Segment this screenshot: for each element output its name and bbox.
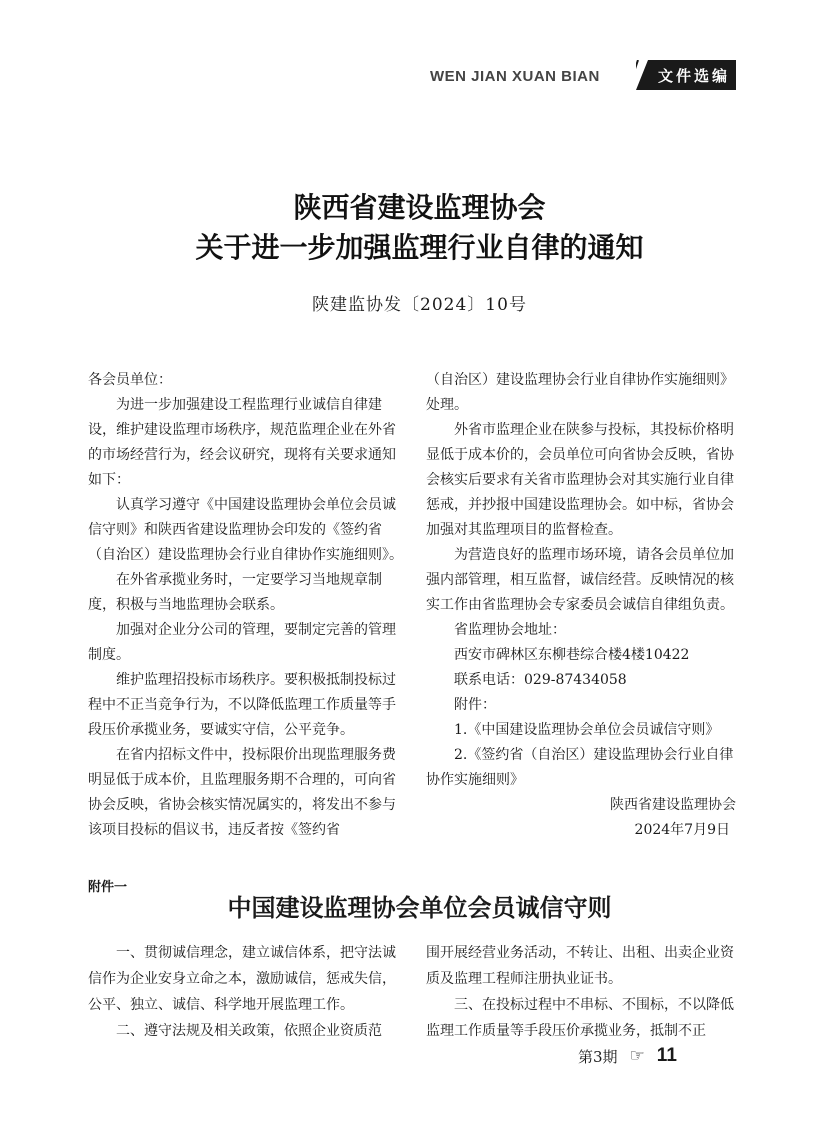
paragraph: 在省内招标文件中，投标限价出现监理服务费明显低于成本价，且监理服务期不合理的，可向省协会反映，省协会核实情况属实的，将发出不参与该项目投标的倡议书，违反者按《签约省 (88, 747, 396, 838)
annex-left-column (88, 940, 406, 1044)
right-column (426, 368, 744, 843)
attachment-item: 2.《签约省（自治区）建设监理协会行业自律协作实施细则》 (426, 747, 734, 788)
paragraph: 三、在投标过程中不串标、不围标，不以降低监理工作质量等手段压价承揽业务，抵制不正 (426, 997, 734, 1039)
address-label: 省监理协会地址： (454, 622, 566, 638)
section-header-roman: WEN JIAN XUAN BIAN (430, 68, 600, 85)
paragraph: 二、遵守法规及相关政策，依照企业资质范 (116, 1023, 382, 1039)
phone: 联系电话：029-87434058 (454, 672, 627, 688)
page-number: 11 (656, 1045, 677, 1066)
attachment-item: 1.《中国建设监理协会单位会员诚信守则》 (454, 722, 720, 738)
pointing-hand-icon: ☞ (629, 1046, 645, 1066)
paragraph: 围开展经营业务活动，不转让、出租、出卖企业资质及监理工程师注册执业证书。 (426, 945, 734, 987)
address: 西安市碑林区东柳巷综合楼4楼10422 (454, 647, 690, 663)
page-title-line2: 关于进一步加强监理行业自律的通知 (195, 231, 644, 264)
annex-right-column (426, 940, 744, 1044)
paragraph: 认真学习遵守《中国建设监理协会单位会员诚信守则》和陕西省建设监理协会印发的《签约省（自治区）建设监理协会行业自律协作实施细则》。 (88, 497, 403, 563)
salutation: 各会员单位： (88, 372, 172, 388)
section-header-tab (636, 60, 736, 90)
issue-label: 第3期 (578, 1047, 618, 1066)
left-column (88, 368, 406, 843)
header-tab-label: 文件选编 (658, 67, 731, 85)
attachments-label: 附件： (454, 697, 496, 713)
signature-date: 2024年7月9日 (634, 822, 730, 838)
page-title-line1: 陕西省建设监理协会 (293, 191, 546, 224)
paragraph: 加强对企业分公司的管理，要制定完善的管理制度。 (88, 622, 396, 663)
annex-title: 中国建设监理协会单位会员诚信守则 (227, 894, 612, 922)
page-footer (578, 1045, 677, 1067)
paragraph: 为进一步加强建设工程监理行业诚信自律建设，维护建设监理市场秩序，规范监理企业在外省的市场经营行为，经会议研究，现将有关要求通知如下： (88, 397, 396, 488)
paragraph: 在外省承揽业务时，一定要学习当地规章制度，积极与当地监理协会联系。 (88, 572, 382, 613)
document-number: 陕建监协发〔2024〕10号 (312, 295, 527, 315)
paragraph: 一、贯彻诚信理念，建立诚信体系，把守法诚信作为企业安身立命之本，激励诚信，惩戒失信，公平、独立、诚信、科学地开展监理工作。 (88, 945, 396, 1013)
paragraph: 维护监理招投标市场秩序。要积极抵制投标过程中不正当竞争行为，不以降低监理工作质量等手段压价承揽业务，要诚实守信，公平竞争。 (88, 672, 396, 738)
annex-label: 附件一 (88, 880, 128, 895)
signature-org: 陕西省建设监理协会 (610, 797, 736, 813)
paragraph: 为营造良好的监理市场环境，请各会员单位加强内部管理，相互监督，诚信经营。反映情况的核实工作由省监理协会专家委员会诚信自律组负责。 (426, 547, 734, 613)
paragraph: （自治区）建设监理协会行业自律协作实施细则》处理。 (426, 372, 734, 413)
paragraph: 外省市监理企业在陕参与投标，其投标价格明显低于成本价的，会员单位可向省协会反映，省协会核实后要求有关省市监理协会对其实施行业自律惩戒，并抄报中国建设监理协会。如中标，省协会加强对其监理项目的监督检查。 (426, 422, 734, 538)
